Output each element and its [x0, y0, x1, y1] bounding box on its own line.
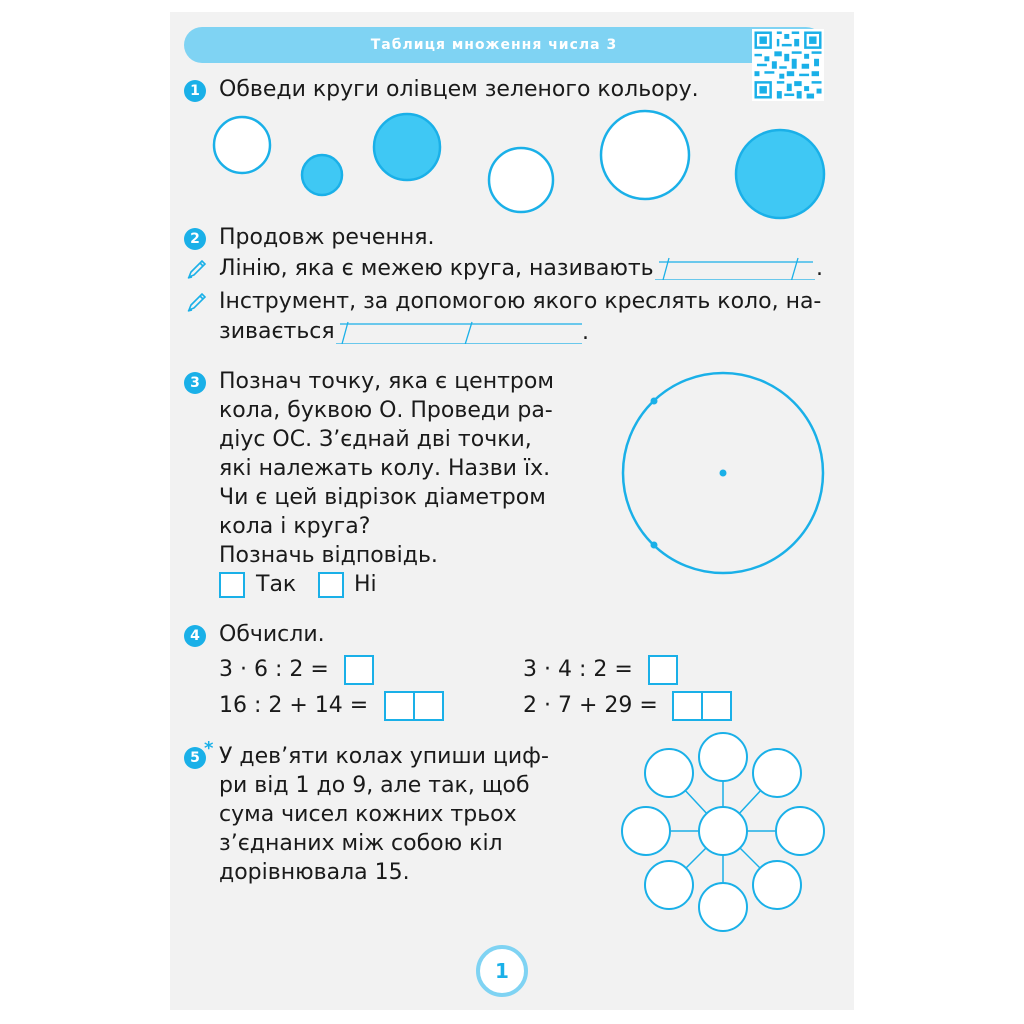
point-on-circle[interactable] — [651, 398, 658, 405]
answer-circle[interactable] — [645, 749, 693, 797]
task2-line2: Інструмент, за допомогою якого креслять коло, на- — [219, 289, 822, 314]
task5-line: сума чисел кожних трьох — [219, 802, 517, 827]
answer-blank-1[interactable] — [655, 256, 815, 280]
answer-blank-2[interactable] — [336, 320, 586, 344]
task3-line: які належать колу. Назви їх. — [219, 456, 551, 481]
expression-4: 2 · 7 + 29 = — [523, 693, 658, 718]
label-yes: Так — [256, 572, 297, 597]
label-no: Ні — [354, 572, 377, 597]
checkbox-yes[interactable] — [219, 572, 245, 598]
task3-line: Познач точку, яка є центром — [219, 369, 554, 394]
answer-box-two-digit[interactable] — [384, 691, 444, 721]
expression-1: 3 · 6 : 2 = — [219, 657, 329, 682]
task3-line: Позначь відповідь. — [219, 543, 438, 568]
expression-2: 3 · 4 : 2 = — [523, 657, 633, 682]
task-number-1: 1 — [184, 80, 206, 102]
task5-line: дорівнювала 15. — [219, 860, 410, 885]
circle-diagram — [610, 360, 840, 590]
task2-title: Продовж речення. — [219, 225, 435, 250]
task-number-2: 2 — [184, 228, 206, 250]
task-number-4: 4 — [184, 625, 206, 647]
answer-box-two-digit[interactable] — [672, 691, 732, 721]
answer-circle[interactable] — [753, 861, 801, 909]
answer-box[interactable] — [344, 655, 374, 685]
task2-line3: зивається — [219, 319, 335, 344]
circle-outline[interactable] — [489, 148, 553, 212]
circle-filled[interactable] — [374, 114, 440, 180]
circle-filled[interactable] — [302, 155, 342, 195]
answer-circle-center[interactable] — [699, 807, 747, 855]
header-bar — [184, 27, 824, 63]
task2-line1: Лінію, яка є межею круга, називають — [219, 256, 654, 281]
answer-box[interactable] — [648, 655, 678, 685]
page-title: Таблиця множення числа 3 — [370, 37, 618, 53]
answer-circle[interactable] — [645, 861, 693, 909]
answer-circle[interactable] — [753, 749, 801, 797]
task5-line: з’єднаних між собою кіл — [219, 831, 503, 856]
task3-line: Чи є цей відрізок діаметром — [219, 485, 546, 510]
task2-line1-end: . — [816, 256, 823, 281]
answer-circle[interactable] — [776, 807, 824, 855]
point-on-circle[interactable] — [651, 542, 658, 549]
task4-title: Обчисли. — [219, 622, 325, 647]
center-point[interactable] — [720, 470, 727, 477]
expression-3: 16 : 2 + 14 = — [219, 693, 369, 718]
task5-line: У дев’яти колах упиши циф- — [219, 744, 549, 769]
nine-circles-diagram — [615, 725, 835, 940]
page-number: 1 — [476, 945, 528, 997]
answer-circle[interactable] — [699, 883, 747, 931]
circle-filled[interactable] — [736, 130, 824, 218]
task1-text: Обведи круги олівцем зеленого кольору. — [219, 77, 699, 102]
star-mark: * — [204, 738, 214, 759]
task3-line: діус ОС. З’єднай дві точки, — [219, 427, 532, 452]
task-number-3: 3 — [184, 372, 206, 394]
circles-row — [170, 100, 854, 230]
answer-circle[interactable] — [699, 733, 747, 781]
task-number-5: 5 — [184, 747, 206, 769]
task5-line: ри від 1 до 9, але так, щоб — [219, 773, 530, 798]
pencil-icon — [186, 291, 208, 313]
pencil-icon — [186, 258, 208, 280]
checkbox-no[interactable] — [318, 572, 344, 598]
task3-line: кола і круга? — [219, 514, 371, 539]
qr-code-icon — [752, 29, 824, 101]
circle-outline[interactable] — [601, 111, 689, 199]
task3-line: кола, буквою О. Проведи ра- — [219, 398, 553, 423]
circle-outline[interactable] — [214, 117, 270, 173]
task2-line3-end: . — [582, 320, 589, 345]
answer-circle[interactable] — [622, 807, 670, 855]
